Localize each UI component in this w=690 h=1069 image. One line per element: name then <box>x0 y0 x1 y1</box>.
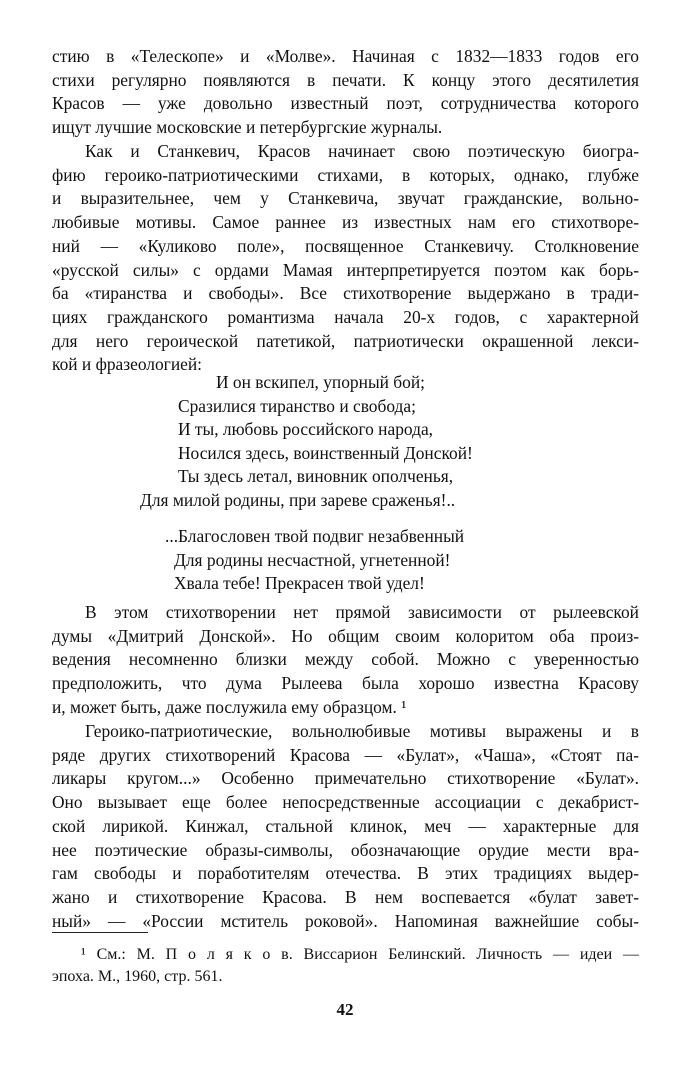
paragraph <box>52 601 639 720</box>
text-line: Героико-патриотические, вольнолюбивые мотивы выражены и в <box>85 721 639 741</box>
footnote <box>52 944 639 988</box>
footnote-line: ¹ См.: М. П о л я к о в. Виссарион Белинский. Личность — идеи — <box>81 946 639 963</box>
text-line: и выразительнее, чем у Станкевича, звучат гражданские, вольно- <box>52 188 639 209</box>
text-line: стихи регулярно появляются в печати. К концу этого десятилетия <box>52 69 639 90</box>
paragraph <box>52 720 639 933</box>
page-number: 42 <box>336 1000 354 1019</box>
verse-line: Для родины несчастной, угнетенной! <box>174 549 451 570</box>
text-line: ный» — «России мститель роковой». Напоминая важнейшие собы- <box>52 910 639 931</box>
text-line: ской лирикой. Кинжал, стальной клинок, меч — характерные для <box>52 815 639 836</box>
verse-line: Носился здесь, воинственный Донской! <box>178 442 473 463</box>
text-line: предположить, что дума Рылеева была хорошо известна Красову <box>52 673 639 694</box>
verse-stanza <box>165 525 465 596</box>
text-line: Как и Станкевич, Красов начинает свою поэтическую биогра- <box>85 141 639 161</box>
text-line: ний — «Куликово поле», посвященное Станкевичу. Столкновение <box>52 235 639 256</box>
paragraph <box>52 45 639 140</box>
verse-line: Хвала тебе! Прекрасен твой удел! <box>174 573 425 594</box>
text-line: любивые мотивы. Самое раннее из известных нам его стихотворе- <box>52 212 639 233</box>
text-line: нее поэтические образы-символы, обозначающие орудие мести вра- <box>52 839 639 860</box>
text-line: циях гражданского романтизма начала 20-х годов, с характерной <box>52 306 639 327</box>
footnote-line: эпоха. М., 1960, стр. 561. <box>52 968 223 985</box>
text-line: Оно вызывает еще более непосредственные ассоциации с декабрист- <box>52 792 639 813</box>
text-line: фию героико-патриотическими стихами, в которых, однако, глубже <box>52 164 639 185</box>
paragraph <box>52 140 639 377</box>
verse-line: Ты здесь летал, виновник ополченья, <box>178 466 454 487</box>
verse-line: Для милой родины, при зареве сраженья!.. <box>140 489 456 510</box>
text-line: кой и фразеологией: <box>52 354 202 375</box>
verse-stanza <box>140 371 473 513</box>
text-line: стию в «Телескопе» и «Молве». Начиная с 1832—1833 годов его <box>52 46 639 66</box>
text-line: ищут лучшие московские и петербургские журналы. <box>52 117 443 138</box>
verse-line: Сразилися тиранство и свобода; <box>178 395 416 416</box>
text-line: гам свободы и поработителям отечества. В этих традициях выдер- <box>52 863 639 884</box>
text-line: ба «тиранства и свободы». Все стихотворение выдержано в тради- <box>52 283 639 304</box>
text-line: Красов — уже довольно известный поэт, сотрудничества которого <box>52 93 639 114</box>
text-line: думы «Дмитрий Донской». Но общим своим колоритом оба произ- <box>52 625 639 646</box>
text-line: для него героической патетикой, патриотически окрашенной лекси- <box>52 330 639 351</box>
footnote-divider <box>52 932 148 933</box>
text-line: ведения несомненно близки между собой. Можно с уверенностью <box>52 649 639 670</box>
verse-line: И ты, любовь российского народа, <box>178 419 434 440</box>
text-line: жано и стихотворение Красова. В нем воспевается «булат завет- <box>52 886 639 907</box>
text-line: «русской силы» с ордами Мамая интерпретируется поэтом как борь- <box>52 259 639 280</box>
text-line: ряде других стихотворений Красова — «Булат», «Чаша», «Стоят па- <box>52 744 639 765</box>
verse-line: И он вскипел, упорный бой; <box>216 372 425 392</box>
text-line: В этом стихотворении нет прямой зависимости от рылеевской <box>85 602 639 622</box>
text-line: ликары кругом...» Особенно примечательно стихотворение «Булат». <box>52 768 639 789</box>
verse-line: ...Благословен твой подвиг незабвенный <box>165 526 465 546</box>
text-line: и, может быть, даже послужила ему образцом. ¹ <box>52 696 407 717</box>
